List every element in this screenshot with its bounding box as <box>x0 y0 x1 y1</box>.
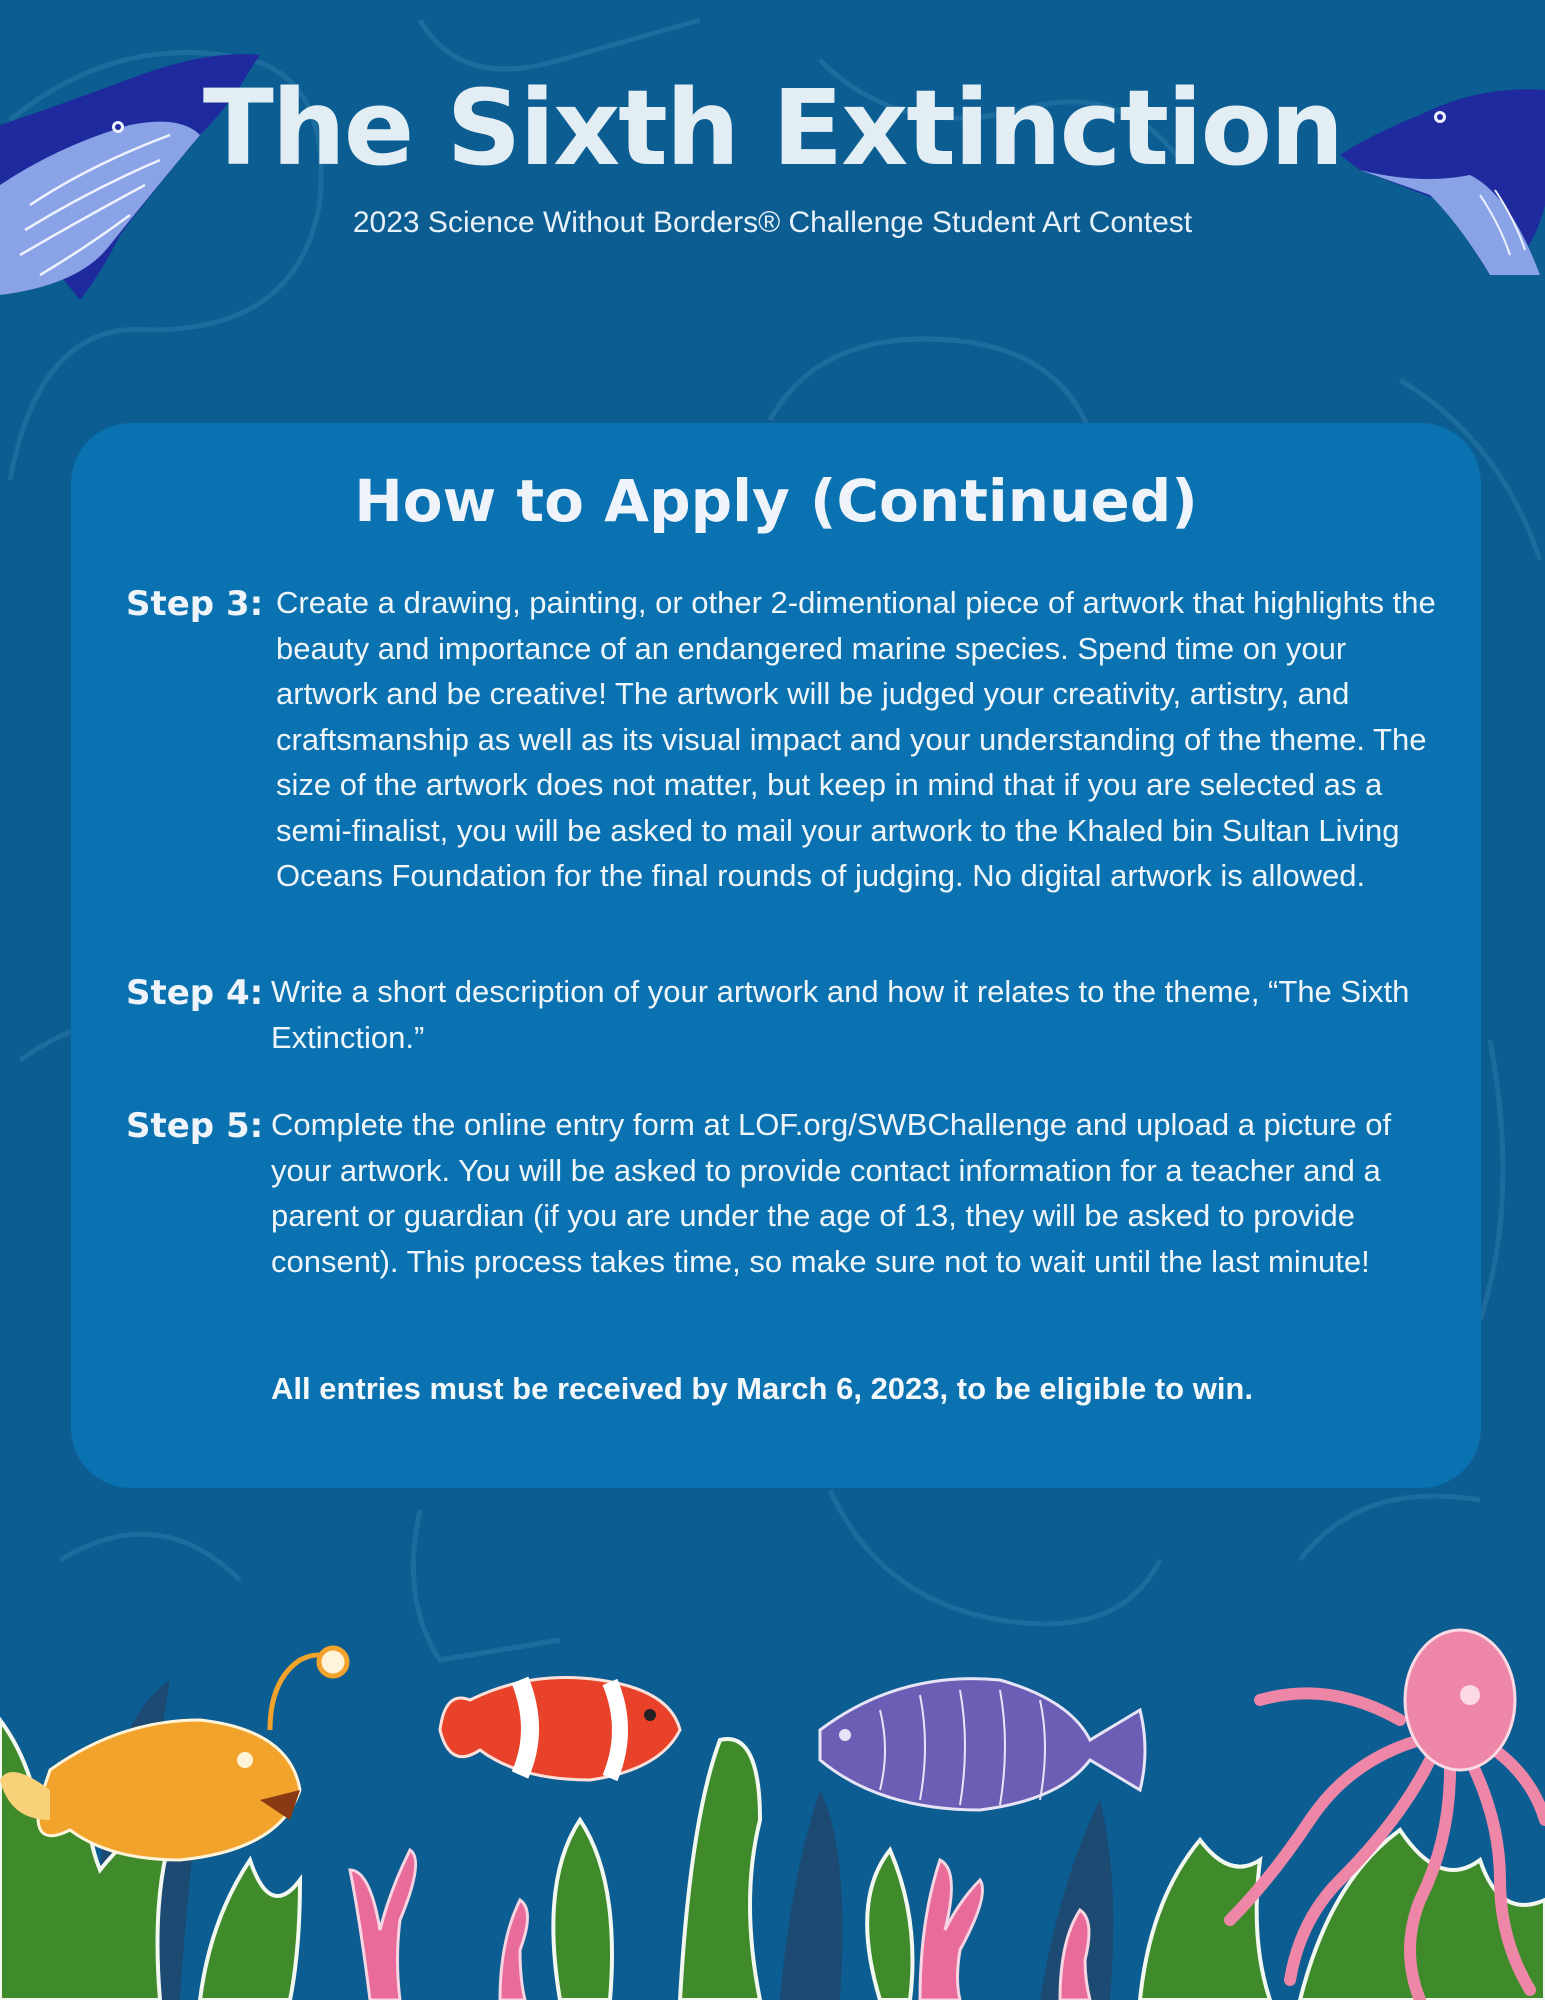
page-subtitle: 2023 Science Without Borders® Challenge Student Art Contest <box>352 206 1193 239</box>
anglerfish <box>0 1648 347 1860</box>
step-label: Step 3: <box>126 584 264 624</box>
page-title: The Sixth Extinction <box>202 67 1343 189</box>
sea-life-illustration <box>0 1620 1545 2000</box>
deadline-notice: All entries must be received by March 6, 2023, to be eligible to win. <box>271 1371 1253 1406</box>
step-label: Step 4: <box>126 973 264 1013</box>
clownfish <box>440 1678 680 1781</box>
card-title: How to Apply (Continued) <box>354 467 1198 535</box>
step-text: Create a drawing, painting, or other 2-dimentional piece of artwork that highlights the beauty and importance of an endangered marine species. Spend time on your artwork and be creative! The artwork will be judged your creativity, artistry, and craftsmanship as well as its visual impact and your understanding of the theme. The size of the artwork does not matter, but keep in mind that if you are selected as a semi-finalist, you will be asked to mail your artwork to the Khaled bin Sultan Living Oceans Foundation for the final rounds of judging. No digital artwork is allowed. <box>276 585 1436 893</box>
page-header <box>0 60 1545 240</box>
step-text: Complete the online entry form at LOF.org/SWBChallenge and upload a picture of your artwork. You will be asked to provide contact information for a teacher and a parent or guardian (if you are under the age of 13, they will be asked to provide consent). This process takes time, so make sure not to wait until the last minute! <box>271 1107 1392 1279</box>
how-to-apply-card <box>71 423 1481 1488</box>
step-text: Write a short description of your artwork and how it relates to the theme, “The Sixth Extinction.” <box>271 974 1410 1055</box>
octopus-head <box>1405 1630 1515 1770</box>
step-label: Step 5: <box>126 1106 264 1146</box>
purple-fish <box>820 1679 1145 1810</box>
